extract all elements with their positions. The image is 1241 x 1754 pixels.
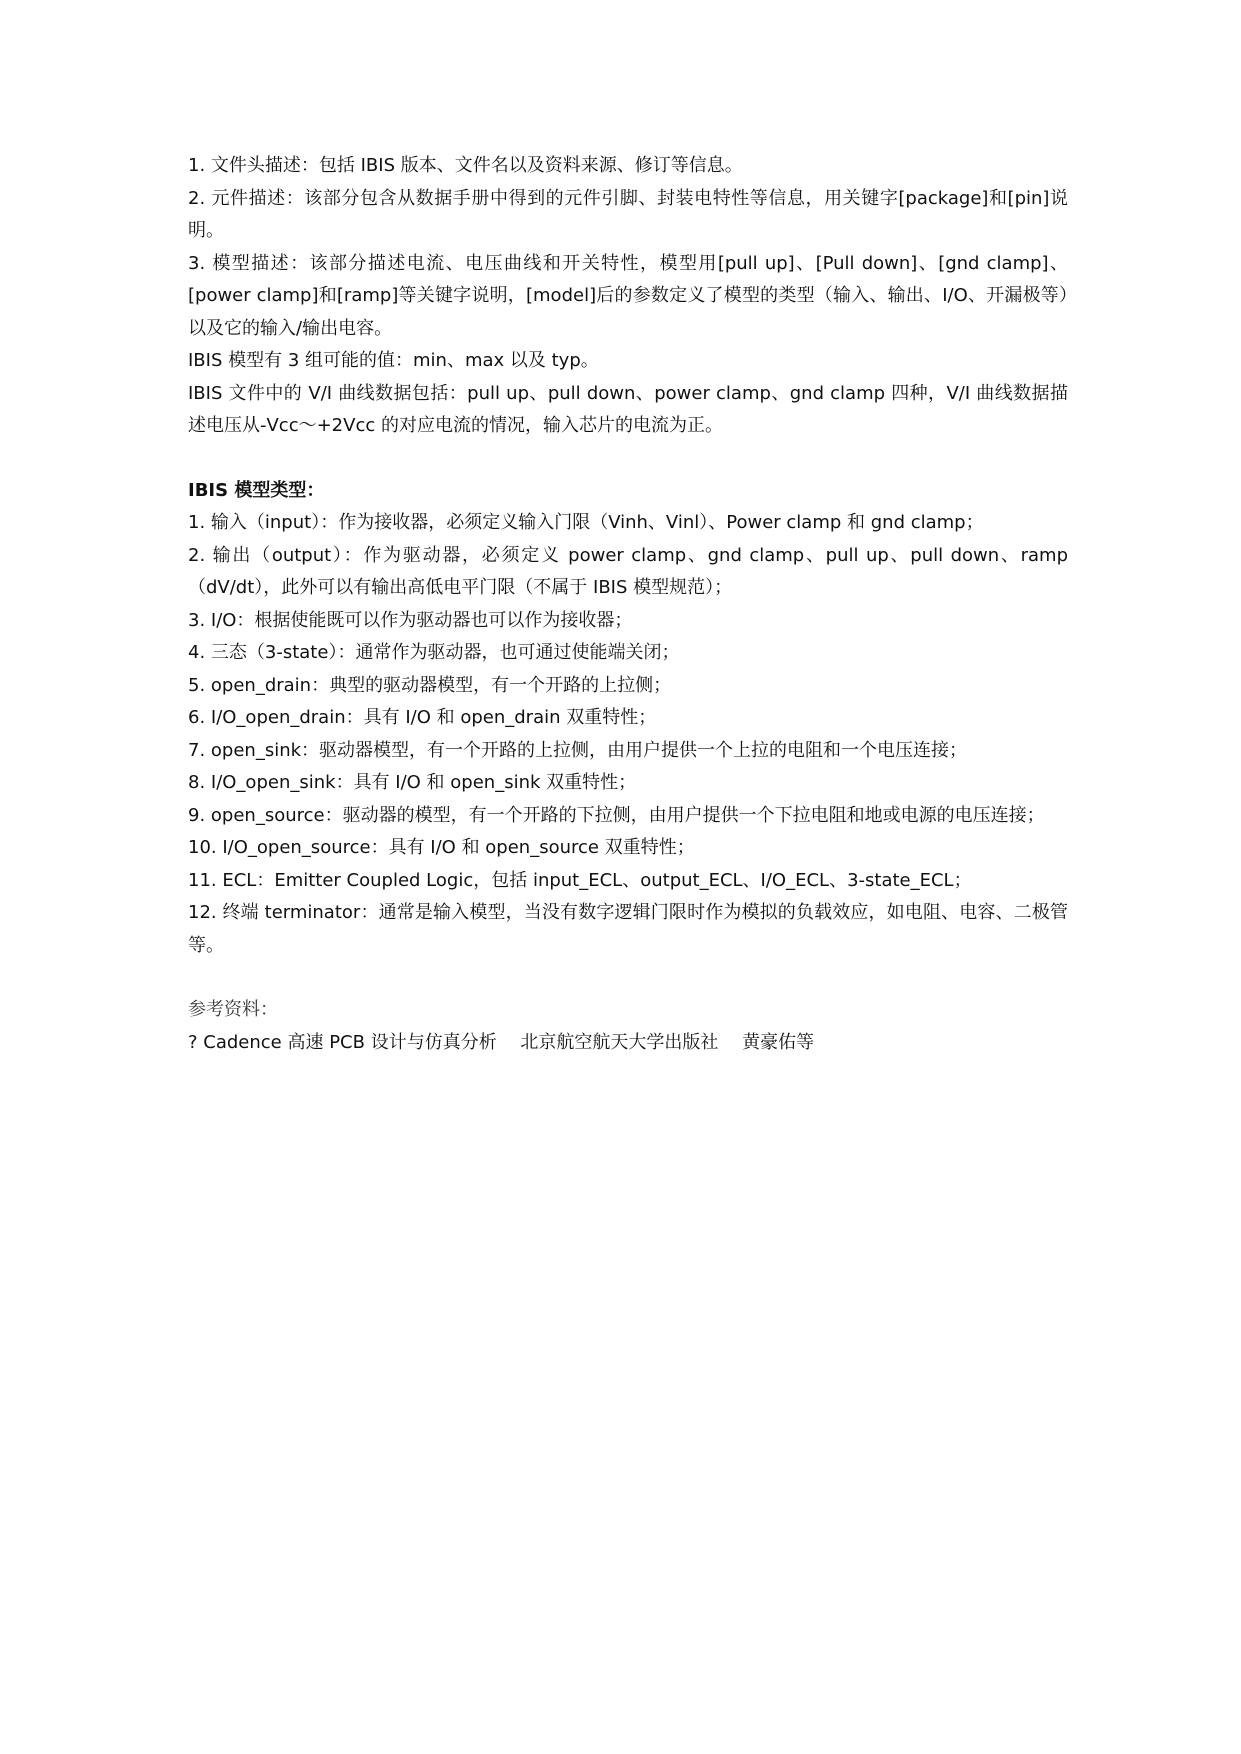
list-item: 9. open_source：驱动器的模型，有一个开路的下拉侧，由用户提供一个下拉电阻和地或电源的电压连接； <box>188 804 1045 826</box>
list-item: 2. 输出（output）：作为驱动器，必须定义 power clamp、gnd clamp、pull up、pull down、ramp（dV/dt），此外可以有输出高低电平门限（不属于 IBIS 模型规范）； <box>188 544 1068 598</box>
list-item: 7. open_sink：驱动器模型，有一个开路的上拉侧，由用户提供一个上拉的电阻和一个电压连接； <box>188 739 968 761</box>
paragraph-model: 3. 模型描述：该部分描述电流、电压曲线和开关特性，模型用[pull up]、[Pull down]、[gnd clamp]、[power clamp]和[ramp]等关键字说明，[model]后的参数定义了模型的类型（输入、输出、I/O、开漏极等）以及它的输入/输出电容。 <box>188 252 1068 339</box>
paragraph-component: 2. 元件描述：该部分包含从数据手册中得到的元件引脚、封装电特性等信息，用关键字[package]和[pin]说明。 <box>188 187 1068 241</box>
spacer <box>188 962 1068 994</box>
reference-item: ? Cadence 高速 PCB 设计与仿真分析 北京航空航天大学出版社 黄豪佑等 <box>188 1031 815 1053</box>
list-item: 10. I/O_open_source：具有 I/O 和 open_source 双重特性； <box>188 837 695 858</box>
list-item: 1. 输入（input）：作为接收器，必须定义输入门限（Vinh、Vinl）、Power clamp 和 gnd clamp； <box>188 512 984 533</box>
references-heading: 参考资料： <box>188 999 278 1020</box>
model-types-heading: IBIS 模型类型： <box>188 479 325 501</box>
list-item: 12. 终端 terminator：通常是输入模型，当没有数字逻辑门限时作为模拟的负载效应，如电阻、电容、二极管等。 <box>188 902 1068 956</box>
list-item: 11. ECL：Emitter Coupled Logic，包括 input_ECL、output_ECL、I/O_ECL、3-state_ECL； <box>188 869 972 891</box>
list-item: 5. open_drain：典型的驱动器模型，有一个开路的上拉侧； <box>188 674 672 696</box>
list-item: 4. 三态（3-state）：通常作为驱动器，也可通过使能端关闭； <box>188 642 680 663</box>
document-body <box>188 150 1068 1059</box>
paragraph-file-header: 1. 文件头描述：包括 IBIS 版本、文件名以及资料来源、修订等信息。 <box>188 155 743 176</box>
paragraph-values: IBIS 模型有 3 组可能的值：min、max 以及 typ。 <box>188 350 599 371</box>
list-item: 8. I/O_open_sink：具有 I/O 和 open_sink 双重特性； <box>188 772 637 793</box>
paragraph-vi-curve: IBIS 文件中的 V/I 曲线数据包括：pull up、pull down、power clamp、gnd clamp 四种，V/I 曲线数据描述电压从-Vcc～+2Vcc 的对应电流的情况，输入芯片的电流为正。 <box>188 382 1068 436</box>
list-item: 3. I/O：根据使能既可以作为驱动器也可以作为接收器； <box>188 609 633 631</box>
list-item: 6. I/O_open_drain：具有 I/O 和 open_drain 双重特性； <box>188 707 657 728</box>
